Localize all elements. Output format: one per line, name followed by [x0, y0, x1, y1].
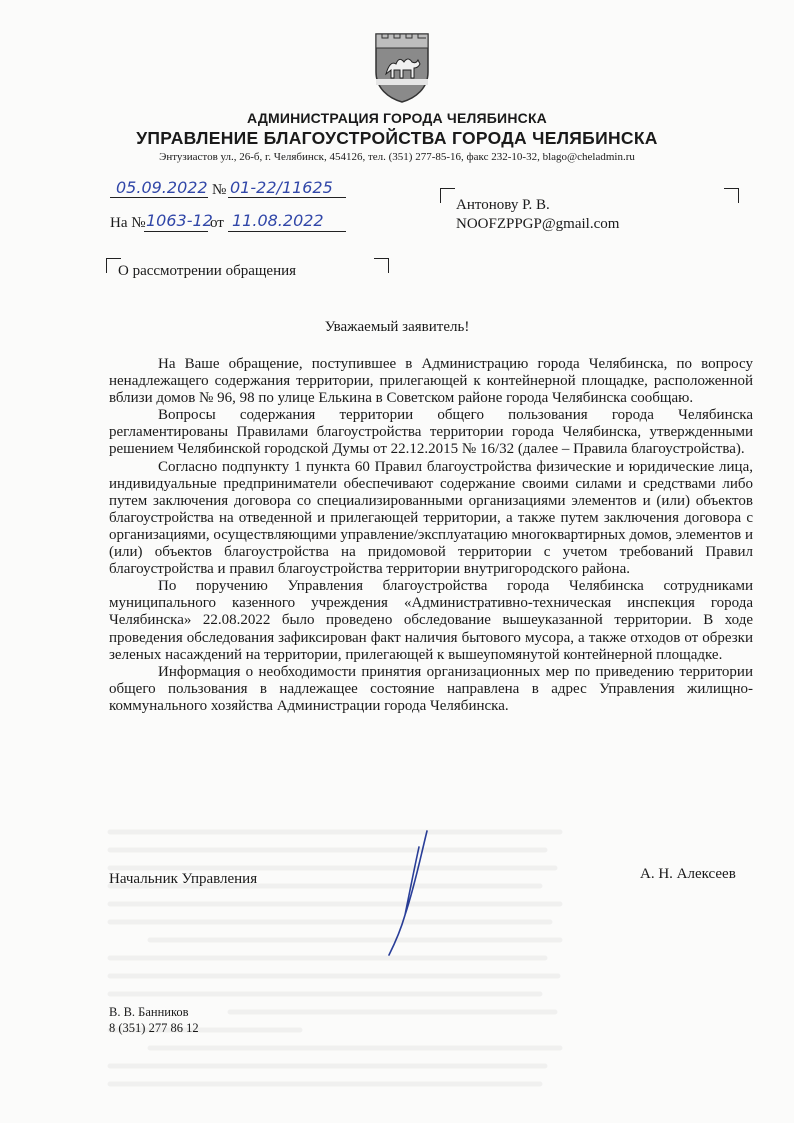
letter-subject: О рассмотрении обращения: [118, 263, 297, 279]
signatory-name: А. Н. Алексеев: [640, 866, 736, 882]
recipient-email: NOOFZPPGP@gmail.com: [456, 216, 620, 232]
salutation: Уважаемый заявитель!: [324, 319, 470, 335]
body-paragraph: Согласно подпункту 1 пункта 60 Правил благоустройства физические и юридические лица, индивидуальные предприниматели обеспечивают содержание своими силами и средствами либо путем заключения договора со специализированными организациями элементов и (или) объектов благоустройства на отведенной и прилегающей территории, а также путем заключения договора с организациями, осуществляющими управление/эксплуатацию многоквартирных домов, элементов и (или) объектов благоустройства на придомовой территории с учетом требований Правил благоустройства и правил благоустройства территории внутригородского района.: [109, 458, 753, 578]
in-date: 11.08.2022: [232, 211, 324, 230]
out-number: 01-22/11625: [230, 178, 333, 197]
executor-name: В. В. Банников: [109, 1005, 189, 1019]
letter-body: [109, 356, 753, 715]
body-paragraph: На Ваше обращение, поступившее в Администрацию города Челябинска, по вопросу ненадлежащего содержания территории, прилегающей к контейнерной площадке, расположенной вблизи домов № 96, 98 по улице Елькина в Советском районе города Челябинска сообщаю.: [109, 356, 753, 407]
in-number: 1063-12: [146, 211, 213, 230]
department-name: УПРАВЛЕНИЕ БЛАГОУСТРОЙСТВА ГОРОДА ЧЕЛЯБИНСКА: [136, 128, 658, 148]
body-paragraph: Информация о необходимости принятия организационных мер по приведению территории общего пользования в надлежащее состояние направлена в адрес Управления жилищно-коммунального хозяйства Администрации города Челябинска.: [109, 663, 753, 714]
handwritten-signature: [375, 825, 445, 960]
recipient-name: Антонову Р. В.: [456, 197, 550, 213]
body-paragraph: По поручению Управления благоустройства города Челябинска сотрудниками муниципального казенного учреждения «Административно-техническая инспекция города Челябинска» 22.08.2022 было проведено обследование вышеуказанной территории. В ходе проведения обследования зафиксирован факт наличия бытового мусора, а также отходов от обрезки зеленых насаждений на территории, прилегающей к вышеупомянутой контейнерной площадке.: [109, 578, 753, 663]
recipient-corner-right: [724, 188, 739, 203]
recipient-block: [456, 196, 619, 234]
in-date-label: от: [210, 215, 224, 231]
department-address: Энтузиастов ул., 26-б, г. Челябинск, 454126, тел. (351) 277-85-16, факс 232-10-32, blago@cheladmin.ru: [159, 151, 635, 163]
recipient-corner-left: [440, 188, 455, 203]
chelyabinsk-coat-of-arms-icon: [372, 30, 432, 104]
executor-phone: 8 (351) 277 86 12: [109, 1021, 199, 1035]
out-number-label: №: [212, 182, 227, 198]
administration-name: АДМИНИСТРАЦИЯ ГОРОДА ЧЕЛЯБИНСКА: [246, 110, 547, 126]
out-date: 05.09.2022: [116, 178, 208, 197]
body-paragraph: Вопросы содержания территории общего пользования города Челябинска регламентированы Правилами благоустройства территории города Челябинска, утвержденными решением Челябинской городской Думы от 22.12.2015 № 16/32 (далее – Правила благоустройства).: [109, 407, 753, 458]
signatory-position: Начальник Управления: [109, 871, 258, 887]
city-emblem: [372, 30, 432, 104]
subject-corner-right: [374, 258, 389, 273]
in-number-label: На №: [110, 215, 146, 231]
executor-block: [109, 1004, 199, 1036]
